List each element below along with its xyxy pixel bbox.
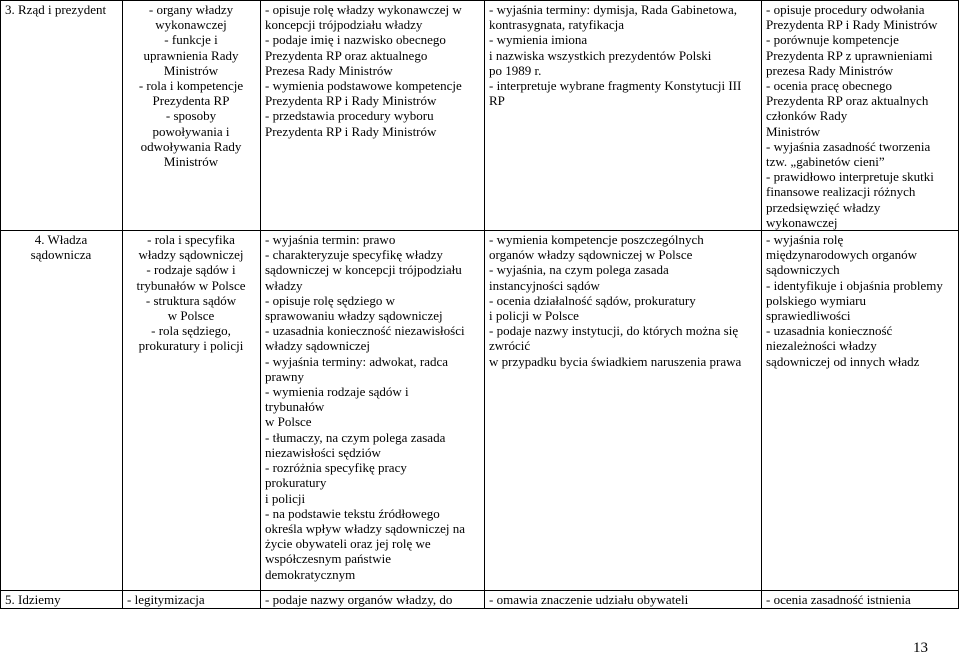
cell-text-line: - struktura sądów [145, 292, 237, 308]
cell-text-line: określa wpływ władzy sądowniczej na [265, 520, 465, 536]
cell-text-line: w Polsce [167, 308, 215, 324]
cell-text-line: demokratycznym [265, 566, 356, 582]
cell-text-line: - wyjaśnia rolę [766, 232, 844, 248]
cell-text-line: niezawisłości sędziów [265, 444, 381, 460]
cell-text-line: - wyjaśnia terminy: adwokat, radca [265, 353, 449, 369]
cell-text-line: w przypadku bycia świadkiem naruszenia prawa [489, 353, 742, 369]
cell-text-line: - charakteryzuje specyfikę władzy [265, 247, 443, 263]
cell-text-line: życie obywateli oraz jej rolę we [265, 536, 431, 552]
cell-text-line: - rola i specyfika [147, 232, 235, 248]
cell-text-line: odwoływania Rady [140, 138, 242, 154]
cell-text-line: Prezydenta RP oraz aktualnego [265, 47, 428, 63]
cell-text-line: - podaje nazwy organów władzy, do [265, 592, 453, 608]
cell-text-line: Prezydenta RP oraz aktualnych [766, 93, 929, 109]
cell-text-line: Ministrów [163, 62, 219, 78]
cell-text-line: - ocenia zasadność istnienia [766, 592, 911, 608]
cell-text-line: wykonawczej [155, 17, 227, 33]
cell-text-line: przedsięwzięć władzy [766, 199, 881, 215]
requirements-level2-cell [485, 591, 762, 609]
table-row [1, 1, 959, 231]
cell-text-line: Ministrów [163, 154, 219, 170]
cell-text-line: prawny [265, 368, 304, 384]
cell-text-line: prokuratury i policji [138, 338, 244, 354]
cell-text-line: koncepcji trójpodziału władzy [265, 17, 423, 33]
cell-text-line: - wymienia kompetencje poszczególnych [489, 232, 704, 248]
cell-text-line: Prezydenta RP [152, 93, 230, 109]
cell-text-line: uprawnienia Rady [143, 47, 239, 63]
requirements-level2-cell [485, 231, 762, 591]
cell-text-line: członków Rady [766, 108, 848, 124]
cell-text-line: - wymienia rodzaje sądów i [265, 384, 409, 400]
cell-text-line: władzy sądowniczej [138, 247, 244, 263]
cell-text-line: sprawiedliwości [766, 308, 851, 324]
requirements-level3-cell [762, 1, 959, 231]
cell-text-line: sądownicza [30, 247, 92, 263]
cell-text-line: Prezesa Rady Ministrów [265, 62, 393, 78]
cell-text-line: - wyjaśnia zasadność tworzenia [766, 138, 931, 154]
cell-text-line: trybunałów [265, 399, 325, 415]
topic-cell [1, 1, 123, 231]
cell-text-line: wykonawczej [766, 214, 838, 230]
requirements-level3-cell [762, 591, 959, 609]
topic-cell [1, 591, 123, 609]
cell-text-line: 5. Idziemy [5, 592, 61, 608]
content-cell [123, 591, 261, 609]
cell-text-line: - omawia znaczenie udziału obywateli [489, 592, 689, 608]
cell-text-line: - porównuje kompetencje [766, 32, 899, 48]
cell-text-line: prezesa Rady Ministrów [766, 62, 894, 78]
table-row [1, 231, 959, 591]
cell-text-line: - ocenia działalność sądów, prokuratury [489, 292, 696, 308]
cell-text-line: zwrócić [489, 338, 531, 354]
cell-text-line: powoływania i [152, 123, 230, 139]
cell-text-line: i nazwiska wszystkich prezydentów Polski [489, 47, 712, 63]
cell-text-line: polskiego wymiaru [766, 292, 867, 308]
cell-text-line: Ministrów [766, 123, 821, 139]
requirements-level2-cell [485, 1, 762, 231]
cell-text-line: w Polsce [265, 414, 312, 430]
cell-text-line: władzy [265, 277, 303, 293]
cell-text-line: - opisuje rolę sędziego w [265, 292, 395, 308]
page-number: 13 [913, 640, 928, 656]
cell-text-line: - tłumaczy, na czym polega zasada [265, 429, 446, 445]
requirements-level1-cell [261, 231, 485, 591]
cell-text-line: - podaje imię i nazwisko obecnego [265, 32, 446, 48]
cell-text-line: - rola sędziego, [151, 323, 231, 339]
cell-text-line: - podaje nazwy instytucji, do których można się [489, 323, 739, 339]
cell-text-line: Prezydenta RP i Rady Ministrów [766, 17, 938, 33]
cell-text-line: współczesnym państwie [265, 551, 392, 567]
cell-text-line: trybunałów w Polsce [136, 277, 246, 293]
cell-text-line: - interpretuje wybrane fragmenty Konstytucji III [489, 78, 742, 94]
cell-text-line: 4. Władza [34, 232, 88, 248]
cell-text-line: - wyjaśnia, na czym polega zasada [489, 262, 669, 278]
cell-text-line: - funkcje i [164, 32, 218, 48]
cell-text-line: - rola i kompetencje [138, 78, 244, 94]
cell-text-line: kontrasygnata, ratyfikacja [489, 17, 624, 33]
cell-text-line: - sposoby [165, 108, 217, 124]
cell-text-line: instancyjności sądów [489, 277, 600, 293]
cell-text-line: prokuratury [265, 475, 327, 491]
cell-text-line: - legitymizacja [127, 592, 205, 608]
cell-text-line: tzw. „gabinetów cieni” [766, 154, 885, 170]
cell-text-line: - przedstawia procedury wyboru [265, 108, 434, 124]
requirements-level1-cell [261, 591, 485, 609]
cell-text-line: - wyjaśnia termin: prawo [265, 232, 396, 248]
cell-text-line: niezależności władzy [766, 338, 877, 354]
cell-text-line: Prezydenta RP z uprawnieniami [766, 47, 933, 63]
content-cell [123, 231, 261, 591]
cell-text-line: po 1989 r. [489, 62, 542, 78]
cell-text-line: sądowniczej od innych władz [766, 353, 920, 369]
cell-text-line: - wyjaśnia terminy: dymisja, Rada Gabinetowa, [489, 2, 738, 17]
cell-text-line: - ocenia pracę obecnego [766, 78, 892, 94]
cell-text-line: 3. Rząd i prezydent [5, 2, 107, 17]
table-row [1, 591, 959, 609]
cell-text-line: sądowniczej w koncepcji trójpodziału [265, 262, 462, 278]
content-cell [123, 1, 261, 231]
cell-text-line: - wymienia podstawowe kompetencje [265, 78, 462, 94]
cell-text-line: sądowniczych [766, 262, 840, 278]
cell-text-line: - wymienia imiona [489, 32, 588, 48]
requirements-level3-cell [762, 231, 959, 591]
cell-text-line: - opisuje procedury odwołania [766, 2, 925, 17]
cell-text-line: - rodzaje sądów i [146, 262, 236, 278]
cell-text-line: - uzasadnia konieczność niezawisłości [265, 323, 465, 339]
cell-text-line: - na podstawie tekstu źródłowego [265, 505, 440, 521]
cell-text-line: Prezydenta RP i Rady Ministrów [265, 93, 437, 109]
topic-cell [1, 231, 123, 591]
cell-text-line: - rozróżnia specyfikę pracy [265, 460, 407, 476]
cell-text-line: - prawidłowo interpretuje skutki [766, 169, 934, 185]
cell-text-line: organów władzy sądowniczej w Polsce [489, 247, 693, 263]
cell-text-line: - organy władzy [148, 2, 234, 17]
cell-text-line: władzy sądowniczej [265, 338, 371, 354]
cell-text-line: - identyfikuje i objaśnia problemy [766, 277, 943, 293]
cell-text-line: i policji w Polsce [489, 308, 579, 324]
cell-text-line: i policji [265, 490, 306, 506]
cell-text-line: finansowe realizacji różnych [766, 184, 916, 200]
cell-text-line: - opisuje rolę władzy wykonawczej w [265, 2, 462, 17]
requirements-level1-cell [261, 1, 485, 231]
cell-text-line: sprawowaniu władzy sądowniczej [265, 308, 443, 324]
cell-text-line: RP [489, 93, 505, 109]
cell-text-line: Prezydenta RP i Rady Ministrów [265, 123, 437, 139]
cell-text-line: - uzasadnia konieczność [766, 323, 893, 339]
cell-text-line: międzynarodowych organów [766, 247, 918, 263]
